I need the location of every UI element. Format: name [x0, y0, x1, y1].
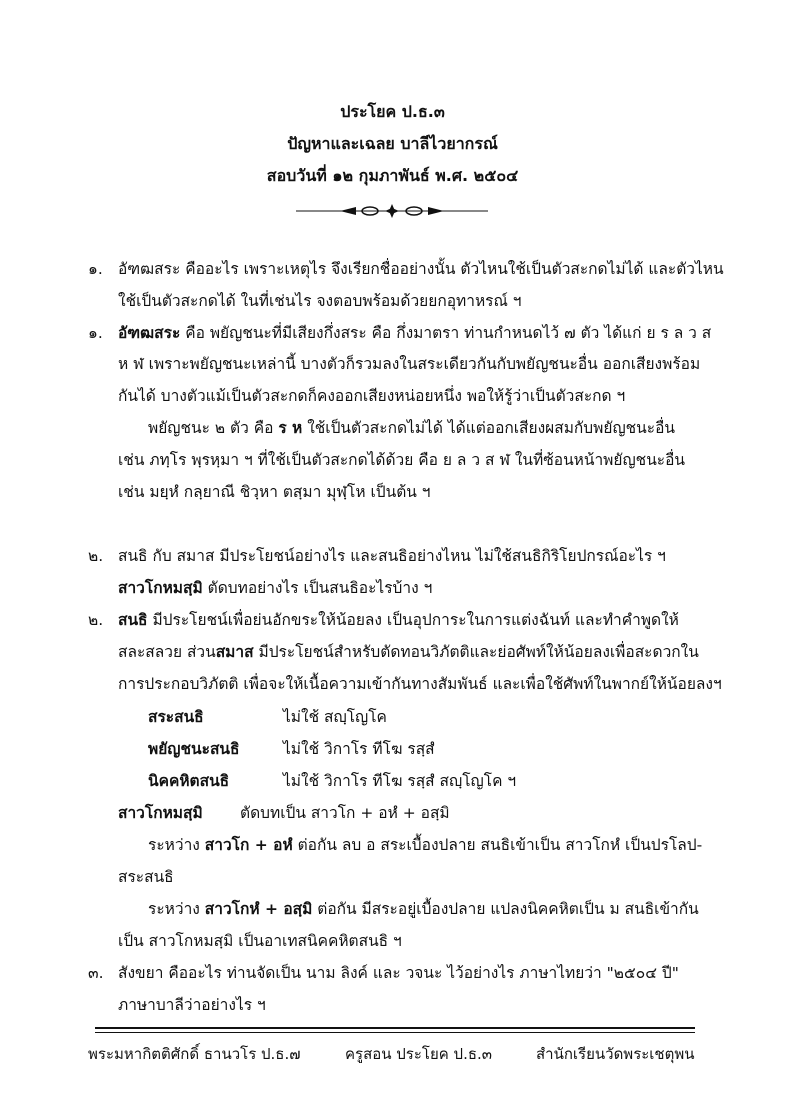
footer-school: สำนักเรียนวัดพระเชตุพน [536, 1045, 695, 1063]
question-3-number: ๓. [88, 964, 104, 982]
split-explanation-1-cont: สระสนธิ [118, 868, 174, 886]
question-3-line-1: สังขยา คืออะไร ท่านจัดเป็น นาม ลิงค์ และ วจนะ ไว้อย่างไร ภาษาไทยว่า "๒๕๐๔ ปี" [118, 964, 679, 982]
footer-role: ครูสอน ประโยค ป.ธ.๓ [345, 1045, 493, 1063]
question-1-number: ๑. [88, 260, 103, 278]
answer-1-line-2: ห ฬ เพราะพยัญชนะเหล่านี้ บางตัวก็รวมลงในสระเดียวกันกับพยัญชนะอื่น ออกเสียงพร้อม [118, 355, 701, 373]
answer-1-number: ๑. [88, 324, 103, 342]
answer-1-line-6: เช่น มยฺหํ กลฺยาณี ชิวฺหา ตสฺมา มุฬฺโห เป็นต้น ฯ [118, 483, 431, 501]
sandhi-type-value: ไม่ใช้ สญฺโญโค [283, 708, 387, 726]
word-split-value: ตัดบทเป็น สาวโก + อหํ + อสฺมิ [240, 804, 450, 822]
footer-rule-thick [95, 1027, 695, 1029]
sandhi-type-value: ไม่ใช้ วิกาโร ทีโฆ รสฺสํ [283, 740, 435, 758]
footer-author: พระมหากิตติศักดิ์ ธานวโร ป.ธ.๗ [88, 1045, 301, 1063]
question-1-line-2: ใช้เป็นตัวสะกดได้ ในที่เช่นไร จงตอบพร้อมด้วยยกอุทาหรณ์ ฯ [118, 292, 522, 310]
sandhi-type-value: ไม่ใช้ วิกาโร ทีโฆ รสฺสํ สญฺโญโค ฯ [283, 772, 517, 790]
question-2-line-2: สาวโกหมสฺมิ ตัดบทอย่างไร เป็นสนธิอะไรบ้าง ฯ [118, 579, 433, 597]
sandhi-type-label: นิคคหิตสนธิ [148, 772, 230, 790]
answer-1-term: อัฑฒสระ [118, 324, 181, 342]
answer-1-line-4: พยัญชนะ ๒ ตัว คือ ร ห ใช้เป็นตัวสะกดไม่ได้ ได้แต่ออกเสียงผสมกับพยัญชนะอื่น [148, 419, 676, 437]
answer-2-number: ๒. [88, 611, 104, 629]
split-explanation-1: ระหว่าง สาวโก + อหํ ต่อกัน ลบ อ สระเบื้องปลาย สนธิเข้าเป็น สาวโกหํ เป็นปรโลป- [148, 836, 703, 854]
sandhi-type-label: สระสนธิ [148, 708, 204, 726]
answer-1-line-1: อัฑฒสระ คือ พยัญชนะที่มีเสียงกึ่งสระ คือ กึ่งมาตรา ท่านกำหนดไว้ ๗ ตัว ได้แก่ ย ร ล ว ส [118, 324, 712, 342]
word-split-label: สาวโกหมสฺมิ [118, 804, 203, 822]
answer-2-line-2: สละสลวย ส่วนสมาส มีประโยชน์สำหรับตัดทอนวิภัตติและย่อศัพท์ให้น้อยลงเพื่อสะดวกใน [118, 643, 699, 661]
question-3-line-2: ภาษาบาลีว่าอย่างไร ฯ [118, 996, 266, 1014]
exam-level-title: ประโยค ป.ธ.๓ [340, 102, 445, 121]
question-1-line-1: อัฑฒสระ คืออะไร เพราะเหตุไร จึงเรียกชื่ออย่างนั้น ตัวไหนใช้เป็นตัวสะกดไม่ได้ และตัวไหน [118, 260, 724, 278]
answer-2-line-1: สนธิ มีประโยชน์เพื่อย่นอักขระให้น้อยลง เป็นอุปการะในการแต่งฉันท์ และทำคำพูดให้ [118, 611, 679, 629]
question-2-number: ๒. [88, 547, 104, 565]
split-explanation-2-cont: เป็น สาวโกหมสฺมิ เป็นอาเทสนิคคหิตสนธิ ฯ [118, 932, 402, 950]
answer-2-line-3: การประกอบวิภัตติ เพื่อจะให้เนื้อความเข้ากันทางสัมพันธ์ และเพื่อใช้ศัพท์ในพากย์ให้น้อยลงฯ [118, 675, 722, 693]
ornament-divider-icon [296, 203, 488, 219]
exam-subject-title: ปัญหาและเฉลย บาลีไวยากรณ์ [287, 134, 498, 153]
question-2-line-1: สนธิ กับ สมาส มีประโยชน์อย่างไร และสนธิอย่างไหน ไม่ใช้สนธิกิริโยปกรณ์อะไร ฯ [118, 547, 666, 565]
answer-1-line-5: เช่น ภทฺโร พฺรหฺมา ฯ ที่ใช้เป็นตัวสะกดได้ด้วย คือ ย ล ว ส ฬ ในที่ซ้อนหน้าพยัญชนะอื่น [118, 451, 686, 469]
split-explanation-2: ระหว่าง สาวโกหํ + อสฺมิ ต่อกัน มีสระอยู่เบื้องปลาย แปลงนิคคหิตเป็น ม สนธิเข้ากัน [148, 900, 699, 918]
answer-1-line-3: กันได้ บางตัวแม้เป็นตัวสะกดก็คงออกเสียงหน่อยหนึ่ง พอให้รู้ว่าเป็นตัวสะกด ฯ [118, 387, 626, 405]
sandhi-type-label: พยัญชนะสนธิ [148, 740, 240, 758]
exam-date-title: สอบวันที่ ๑๒ กุมภาพันธ์ พ.ศ. ๒๕๐๔ [266, 166, 519, 185]
footer-rule-thin [95, 1032, 695, 1033]
